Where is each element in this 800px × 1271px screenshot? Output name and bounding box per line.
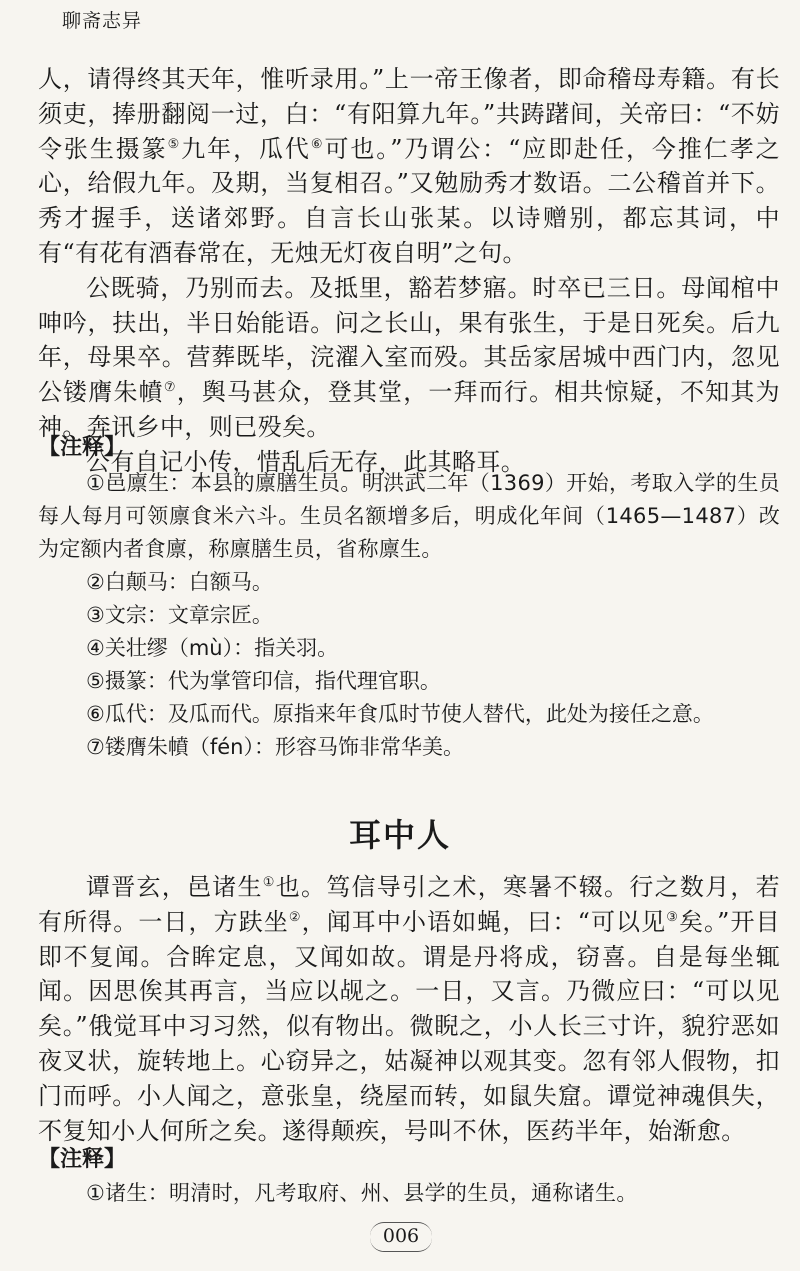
text-run: ，舆马甚众，登其堂，一拜而行。相共惊疑，不知其为神。奔讯乡中，则已殁矣。	[38, 378, 780, 441]
note-item: ⑤摄篆：代为掌管印信，指代理官职。	[86, 669, 441, 693]
text-run: 谭晋玄，邑诸生	[86, 873, 263, 901]
text-run: 九年，瓜代	[181, 134, 311, 163]
page-number: 006	[382, 1225, 420, 1247]
note-item: ①诸生：明清时，凡考取府、州、县学的生员，通称诸生。	[86, 1181, 638, 1205]
paragraph	[38, 271, 780, 445]
text-run: 可也。”乃谓公：“应即赴任，今推仁孝之心，给假九年。及期，当复相召。”又勉励秀才数语。二公稽首并下。秀才握手，送诸郊野。自言长山张某。以诗赠别，都忘其词，中有“有花有酒春常在，无烛无灯夜自明”之句。	[38, 134, 781, 267]
note-item: ⑥瓜代：及瓜而代。原指来年食瓜时节使人替代，此处为接任之意。	[86, 702, 714, 726]
text-run: 也。笃信导引之术，寒暑不辍。行之数月，若有所得。一日，方趺坐	[38, 873, 780, 936]
note-item: ④关壮缪（mù）：指关羽。	[86, 636, 339, 660]
footnote-marker[interactable]: ①	[262, 875, 276, 890]
footnote-marker[interactable]: ⑦	[163, 380, 177, 396]
story-continuation	[38, 62, 780, 480]
notes-section	[38, 1142, 780, 1210]
note-item: ②白颠马：白额马。	[86, 570, 273, 594]
paragraph	[38, 62, 780, 271]
text-run: 矣。”开目即不复闻。合眸定息，又闻如故。谓是丹将成，窃喜。自是每坐辄闻。因思俟其再言，当应以觇之。一日，又言。乃微应曰：“可以见矣。”俄觉耳中习习然，似有物出。微睨之，小人长三寸许，貌狞恶如夜叉状，旋转地上。心窃异之，姑凝神以观其变。忽有邻人假物，扣门而呼。小人闻之，意张皇，绕屋而转，如鼠失窟。谭觉神魂俱失，不复知小人何所之矣。遂得颠疾，号叫不休，医药半年，始渐愈。	[38, 907, 780, 1145]
footnote-marker[interactable]: ③	[666, 909, 679, 925]
paragraph: 公有自记小传，惜乱后无存，此其略耳。	[86, 447, 526, 476]
note-item: ①邑廪生：本县的廪膳生员。明洪武二年（1369）开始，考取入学的生员每人每月可领廪食米六斗。生员名额增多后，明成化年间（1465—1487）改为定额内者食廪，称廪膳生员，省称廪生。	[38, 471, 780, 561]
footnote-marker[interactable]: ⑥	[310, 136, 325, 152]
note-item: ③文宗：文章宗匠。	[86, 603, 273, 627]
text-run: ，闻耳中小语如蝇，曰：“可以见	[301, 907, 667, 936]
running-head: 聊斋志异	[62, 10, 143, 32]
footnote-marker[interactable]: ②	[288, 909, 302, 925]
story-title: 耳中人	[348, 816, 451, 854]
note-item: ⑦镂膺朱幩（fén）：形容马饰非常华美。	[86, 735, 464, 759]
paragraph	[38, 870, 780, 1148]
text-run: 人，请得终其天年，惟听录用。”上一帝王像者，即命稽母寿籍。有长须吏，捧册翻阅一过，白：“有阳算九年。”共踌躇间，关帝曰：“不妨令张生摄篆	[38, 65, 780, 163]
notes-heading: 【注释】	[38, 1147, 127, 1172]
story-body	[38, 870, 780, 1148]
notes-section	[38, 430, 780, 764]
footnote-marker[interactable]: ⑤	[167, 136, 182, 152]
notes-heading: 【注释】	[38, 435, 127, 460]
text-run: 公既骑，乃别而去。及抵里，豁若梦寤。时卒已三日。母闻棺中呻吟，扶出，半日始能语。问之长山，果有张生，于是日死矣。后九年，母果卒。营葬既毕，浣濯入室而殁。其岳家居城中西门内，忽见公镂膺朱幩	[38, 273, 780, 407]
